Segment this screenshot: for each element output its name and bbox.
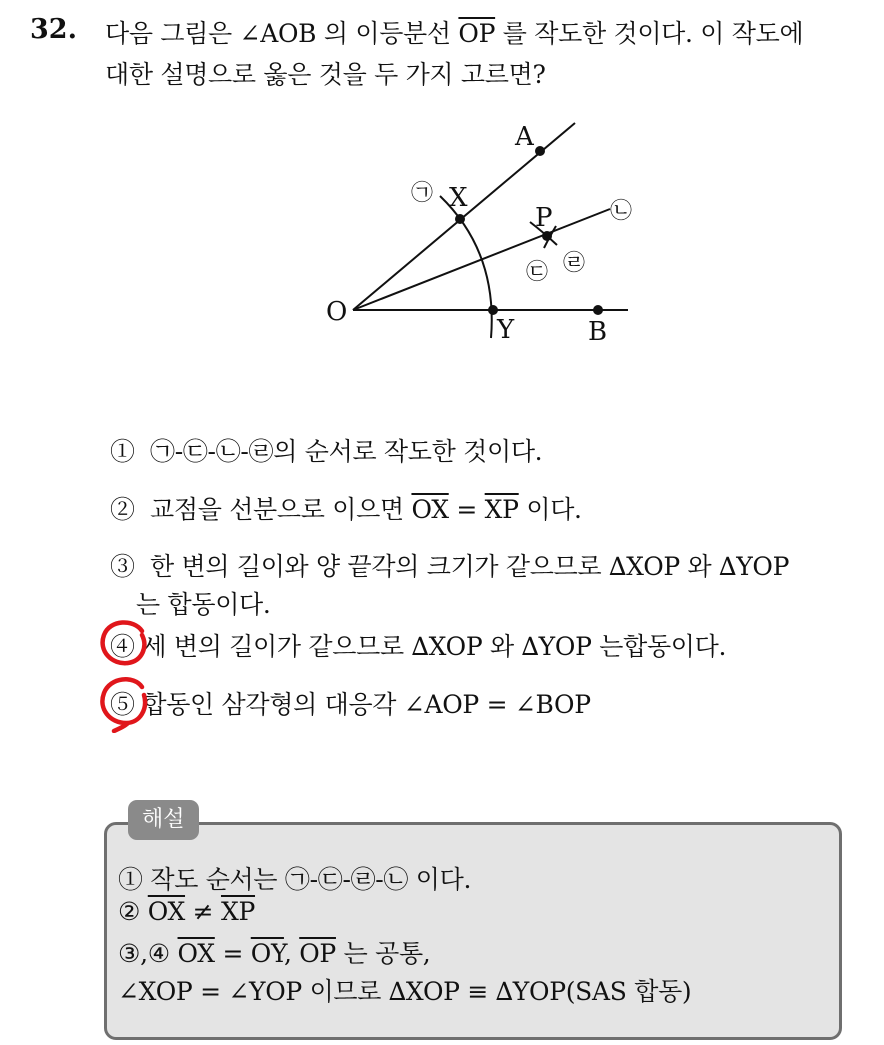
- label-y: Y: [497, 315, 515, 345]
- choice-text: 합동인 삼각형의 대응각 ∠AOP = ∠BOP: [142, 690, 591, 719]
- label-a: A: [515, 122, 534, 152]
- choice-5: [110, 685, 591, 721]
- point-a: [535, 146, 545, 156]
- choice-number: ④: [110, 632, 135, 661]
- solution-line-2: ② $\overline{OX} \ne \overline{XP}$: [118, 897, 256, 926]
- choice-number: ①: [110, 437, 135, 466]
- step-mark-rieul: ㉣: [563, 251, 586, 276]
- choice-2: ② 교점을 선분으로 이으면 $\overline{OX} = \overline{XP}$ 이다.: [110, 495, 582, 524]
- choice-text: 한 변의 길이와 양 끝각의 크기가 같으므로 ∆XOP 와 ∆YOP: [150, 552, 790, 581]
- point-y: [488, 305, 498, 315]
- choice-3: [110, 547, 789, 583]
- label-x: X: [449, 183, 468, 213]
- choice-number: ⑤: [110, 690, 135, 719]
- step-mark-digeut: ㉢: [526, 260, 549, 285]
- question-text-line2: 대한 설명으로 옳은 것을 두 가지 고르면?: [105, 60, 546, 89]
- question-text-line1: 다음 그림은 ∠AOB 의 이등분선 $\overline{OP}$ 를 작도한 것이다. 이 작도에: [105, 19, 804, 48]
- choice-1: [110, 432, 542, 468]
- solution-line-3: ③,④ $\overline{OX} = \overline{OY}$, $\overline{OP}$ 는 공통,: [118, 939, 431, 968]
- choice-4: [110, 627, 726, 663]
- answer-circle-5: [98, 675, 150, 733]
- label-b: B: [588, 317, 608, 347]
- question-number: 32.: [30, 14, 77, 45]
- point-b: [593, 305, 603, 315]
- solution-tag: 해설: [128, 800, 199, 840]
- point-x: [455, 214, 465, 224]
- answer-circle-4: [98, 617, 150, 669]
- choice-text: 세 변의 길이가 같으므로 ∆XOP 와 ∆YOP 는합동이다.: [142, 632, 727, 661]
- label-p: P: [535, 203, 553, 233]
- choice-number: ③: [110, 552, 135, 581]
- step-mark-giyeok: ㉠: [411, 181, 434, 206]
- segment-op: $\overline{OP}$: [458, 19, 496, 48]
- choice-text: ㉠-㉢-㉡-㉣의 순서로 작도한 것이다.: [150, 437, 543, 466]
- angle-bisector-figure: [300, 110, 660, 355]
- label-o: O: [326, 297, 348, 327]
- solution-line-4: ∠XOP = ∠YOP 이므로 ∆XOP ≡ ∆YOP(SAS 합동): [118, 977, 692, 1006]
- choice-3-cont: 는 합동이다.: [136, 590, 271, 619]
- arc-xy: [440, 196, 492, 338]
- step-mark-nieun: ㉡: [610, 199, 633, 224]
- solution-line-1: ① 작도 순서는 ㉠-㉢-㉣-㉡ 이다.: [118, 865, 472, 894]
- choice-number: ②: [110, 495, 135, 524]
